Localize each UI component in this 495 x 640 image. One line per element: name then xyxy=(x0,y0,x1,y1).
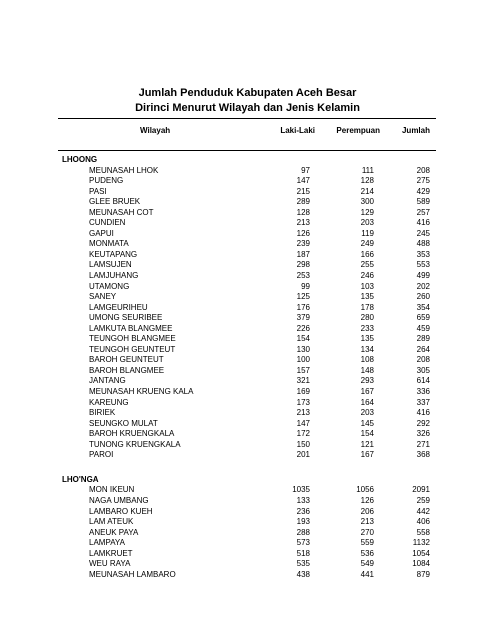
laki-laki-cell: 1035 xyxy=(292,485,310,495)
wilayah-cell: BAROH GEUNTEUT xyxy=(89,355,164,365)
wilayah-cell: MONMATA xyxy=(89,239,129,249)
jumlah-cell: 208 xyxy=(416,355,430,365)
table-row xyxy=(58,528,436,539)
laki-laki-cell: 154 xyxy=(296,334,310,344)
wilayah-cell: SANEY xyxy=(89,292,117,302)
table-row xyxy=(58,549,436,560)
jumlah-cell: 353 xyxy=(416,249,430,259)
laki-laki-cell: 213 xyxy=(296,408,310,418)
perempuan-cell: 103 xyxy=(360,281,374,291)
laki-laki-cell: 193 xyxy=(296,517,310,527)
perempuan-cell: 300 xyxy=(360,197,374,207)
laki-laki-cell: 150 xyxy=(296,439,310,449)
jumlah-cell: 208 xyxy=(416,165,430,175)
table-row xyxy=(58,334,436,345)
jumlah-cell: 416 xyxy=(416,408,430,418)
table-row xyxy=(58,517,436,528)
wilayah-cell: GLEE BRUEK xyxy=(89,197,141,207)
perempuan-cell: 549 xyxy=(360,559,374,569)
perempuan-cell: 249 xyxy=(360,239,374,249)
wilayah-cell: MEUNASAH LAMBARO xyxy=(89,569,176,579)
perempuan-cell: 148 xyxy=(360,365,374,375)
jumlah-cell: 305 xyxy=(416,365,430,375)
laki-laki-cell: 535 xyxy=(296,559,310,569)
laki-laki-cell: 130 xyxy=(296,344,310,354)
wilayah-cell: BIRIEK xyxy=(89,408,116,418)
jumlah-cell: 488 xyxy=(416,239,430,249)
perempuan-cell: 293 xyxy=(360,376,374,386)
table-row xyxy=(58,419,436,430)
perempuan-cell: 167 xyxy=(360,387,374,397)
column-header-jumlah: Jumlah xyxy=(401,126,430,135)
group-title: LHOONG xyxy=(62,155,98,164)
wilayah-cell: NAGA UMBANG xyxy=(89,495,149,505)
table-row xyxy=(58,387,436,398)
table-row xyxy=(58,303,436,314)
perempuan-cell: 111 xyxy=(361,165,374,175)
perempuan-cell: 1056 xyxy=(356,485,374,495)
table-header xyxy=(58,126,436,140)
wilayah-cell: LAMKRUET xyxy=(89,548,133,558)
wilayah-cell: PUDENG xyxy=(89,176,124,186)
column-header-perempuan: Perempuan xyxy=(336,126,380,135)
perempuan-cell: 166 xyxy=(360,249,374,259)
laki-laki-cell: 215 xyxy=(296,186,310,196)
wilayah-cell: LAM ATEUK xyxy=(89,517,134,527)
jumlah-cell: 260 xyxy=(416,292,430,302)
perempuan-cell: 178 xyxy=(360,302,374,312)
laki-laki-cell: 100 xyxy=(296,355,310,365)
laki-laki-cell: 169 xyxy=(296,387,310,397)
perempuan-cell: 203 xyxy=(360,408,374,418)
perempuan-cell: 167 xyxy=(360,450,374,460)
wilayah-cell: SEUNGKO MULAT xyxy=(89,418,158,428)
table-row xyxy=(58,166,436,177)
perempuan-cell: 246 xyxy=(360,271,374,281)
table-row xyxy=(58,208,436,219)
laki-laki-cell: 176 xyxy=(296,302,310,312)
laki-laki-cell: 288 xyxy=(296,527,310,537)
table-row xyxy=(58,324,436,335)
table-row xyxy=(58,239,436,250)
jumlah-cell: 257 xyxy=(416,207,430,217)
table-row xyxy=(58,187,436,198)
laki-laki-cell: 438 xyxy=(296,569,310,579)
jumlah-cell: 1084 xyxy=(412,559,430,569)
table-row xyxy=(58,345,436,356)
perempuan-cell: 233 xyxy=(360,323,374,333)
table-row xyxy=(58,271,436,282)
wilayah-cell: MEUNASAH COT xyxy=(89,207,154,217)
column-header-wilayah: Wilayah xyxy=(140,126,171,135)
jumlah-cell: 326 xyxy=(416,429,430,439)
perempuan-cell: 214 xyxy=(360,186,374,196)
laki-laki-cell: 125 xyxy=(296,292,310,302)
table-row xyxy=(58,292,436,303)
perempuan-cell: 128 xyxy=(360,176,374,186)
jumlah-cell: 336 xyxy=(416,387,430,397)
wilayah-cell: MEUNASAH LHOK xyxy=(89,165,159,175)
column-header-laki-laki: Laki-Laki xyxy=(280,126,315,135)
laki-laki-cell: 573 xyxy=(296,538,310,548)
wilayah-cell: PASI xyxy=(89,186,107,196)
table-subtitle: Dirinci Menurut Wilayah dan Jenis Kelamin xyxy=(135,102,360,114)
jumlah-cell: 879 xyxy=(416,569,430,579)
jumlah-cell: 589 xyxy=(416,197,430,207)
wilayah-cell: PAROI xyxy=(89,450,114,460)
wilayah-cell: LAMJUHANG xyxy=(89,271,139,281)
group-spacer xyxy=(58,461,436,475)
wilayah-cell: WEU RAYA xyxy=(89,559,131,569)
laki-laki-cell: 128 xyxy=(296,207,310,217)
jumlah-cell: 259 xyxy=(416,495,430,505)
laki-laki-cell: 518 xyxy=(296,548,310,558)
wilayah-cell: UTAMONG xyxy=(89,281,130,291)
wilayah-cell: BAROH KRUENGKALA xyxy=(89,429,175,439)
perempuan-cell: 559 xyxy=(360,538,374,548)
table-row xyxy=(58,229,436,240)
perempuan-cell: 134 xyxy=(360,344,374,354)
table-row xyxy=(58,538,436,549)
jumlah-cell: 659 xyxy=(416,313,430,323)
jumlah-cell: 2091 xyxy=(412,485,430,495)
wilayah-cell: LAMKUTA BLANGMEE xyxy=(89,323,173,333)
wilayah-cell: GAPUI xyxy=(89,228,114,238)
table-row xyxy=(58,408,436,419)
wilayah-cell: KEUTAPANG xyxy=(89,249,138,259)
table-row xyxy=(58,496,436,507)
jumlah-cell: 429 xyxy=(416,186,430,196)
perempuan-cell: 154 xyxy=(360,429,374,439)
jumlah-cell: 406 xyxy=(416,517,430,527)
perempuan-cell: 206 xyxy=(360,506,374,516)
jumlah-cell: 416 xyxy=(416,218,430,228)
table-row xyxy=(58,440,436,451)
wilayah-cell: ANEUK PAYA xyxy=(89,527,139,537)
jumlah-cell: 499 xyxy=(416,271,430,281)
perempuan-cell: 126 xyxy=(360,495,374,505)
wilayah-cell: JANTANG xyxy=(89,376,126,386)
perempuan-cell: 145 xyxy=(360,418,374,428)
laki-laki-cell: 157 xyxy=(296,365,310,375)
table-row xyxy=(58,485,436,496)
jumlah-cell: 553 xyxy=(416,260,430,270)
table-row xyxy=(58,398,436,409)
header-bottom-rule xyxy=(58,150,436,151)
wilayah-cell: TEUNGOH GEUNTEUT xyxy=(89,344,176,354)
jumlah-cell: 354 xyxy=(416,302,430,312)
table-row xyxy=(58,250,436,261)
laki-laki-cell: 253 xyxy=(296,271,310,281)
perempuan-cell: 280 xyxy=(360,313,374,323)
perempuan-cell: 203 xyxy=(360,218,374,228)
table-row xyxy=(58,366,436,377)
table-row xyxy=(58,559,436,570)
table-row xyxy=(58,355,436,366)
wilayah-cell: TEUNGOH BLANGMEE xyxy=(89,334,176,344)
perempuan-cell: 441 xyxy=(360,569,374,579)
laki-laki-cell: 226 xyxy=(296,323,310,333)
wilayah-cell: CUNDIEN xyxy=(89,218,126,228)
jumlah-cell: 1054 xyxy=(412,548,430,558)
laki-laki-cell: 97 xyxy=(301,165,310,175)
laki-laki-cell: 187 xyxy=(296,249,310,259)
laki-laki-cell: 321 xyxy=(296,376,310,386)
table-row xyxy=(58,376,436,387)
table-body xyxy=(58,155,436,580)
jumlah-cell: 614 xyxy=(416,376,430,386)
table-row xyxy=(58,260,436,271)
laki-laki-cell: 126 xyxy=(296,228,310,238)
perempuan-cell: 135 xyxy=(360,292,374,302)
jumlah-cell: 292 xyxy=(416,418,430,428)
table-row xyxy=(58,176,436,187)
table-row xyxy=(58,282,436,293)
perempuan-cell: 108 xyxy=(360,355,374,365)
table-row xyxy=(58,450,436,461)
laki-laki-cell: 298 xyxy=(296,260,310,270)
perempuan-cell: 129 xyxy=(360,207,374,217)
perempuan-cell: 255 xyxy=(360,260,374,270)
perempuan-cell: 536 xyxy=(360,548,374,558)
laki-laki-cell: 173 xyxy=(296,397,310,407)
perempuan-cell: 164 xyxy=(360,397,374,407)
wilayah-cell: LAMGEURIHEU xyxy=(89,302,148,312)
table-row xyxy=(58,218,436,229)
jumlah-cell: 275 xyxy=(416,176,430,186)
jumlah-cell: 337 xyxy=(416,397,430,407)
wilayah-cell: KAREUNG xyxy=(89,397,129,407)
wilayah-cell: MEUNASAH KRUENG KALA xyxy=(89,387,194,397)
jumlah-cell: 442 xyxy=(416,506,430,516)
perempuan-cell: 270 xyxy=(360,527,374,537)
wilayah-cell: LAMSUJEN xyxy=(89,260,132,270)
laki-laki-cell: 99 xyxy=(301,281,310,291)
table-row xyxy=(58,507,436,518)
laki-laki-cell: 147 xyxy=(296,418,310,428)
jumlah-cell: 558 xyxy=(416,527,430,537)
jumlah-cell: 271 xyxy=(416,439,430,449)
laki-laki-cell: 379 xyxy=(296,313,310,323)
jumlah-cell: 368 xyxy=(416,450,430,460)
jumlah-cell: 459 xyxy=(416,323,430,333)
jumlah-cell: 1132 xyxy=(412,538,430,548)
laki-laki-cell: 289 xyxy=(296,197,310,207)
wilayah-cell: LAMPAYA xyxy=(89,538,126,548)
laki-laki-cell: 147 xyxy=(296,176,310,186)
laki-laki-cell: 213 xyxy=(296,218,310,228)
header-top-rule xyxy=(58,118,436,119)
laki-laki-cell: 239 xyxy=(296,239,310,249)
laki-laki-cell: 133 xyxy=(296,495,310,505)
jumlah-cell: 202 xyxy=(416,281,430,291)
wilayah-cell: TUNONG KRUENGKALA xyxy=(89,439,181,449)
perempuan-cell: 121 xyxy=(360,439,374,449)
jumlah-cell: 245 xyxy=(416,228,430,238)
laki-laki-cell: 201 xyxy=(296,450,310,460)
laki-laki-cell: 236 xyxy=(296,506,310,516)
perempuan-cell: 135 xyxy=(360,334,374,344)
table-title: Jumlah Penduduk Kabupaten Aceh Besar xyxy=(138,87,357,99)
table-row xyxy=(58,570,436,581)
table-row xyxy=(58,429,436,440)
table-row xyxy=(58,197,436,208)
table-row xyxy=(58,313,436,324)
wilayah-cell: BAROH BLANGMEE xyxy=(89,365,165,375)
jumlah-cell: 289 xyxy=(416,334,430,344)
group-title: LHO'NGA xyxy=(62,474,99,484)
perempuan-cell: 213 xyxy=(360,517,374,527)
wilayah-cell: UMONG SEURIBEE xyxy=(89,313,163,323)
wilayah-cell: MON IKEUN xyxy=(89,485,135,495)
jumlah-cell: 264 xyxy=(416,344,430,354)
perempuan-cell: 119 xyxy=(361,228,374,238)
wilayah-cell: LAMBARO KUEH xyxy=(89,506,153,516)
laki-laki-cell: 172 xyxy=(296,429,310,439)
